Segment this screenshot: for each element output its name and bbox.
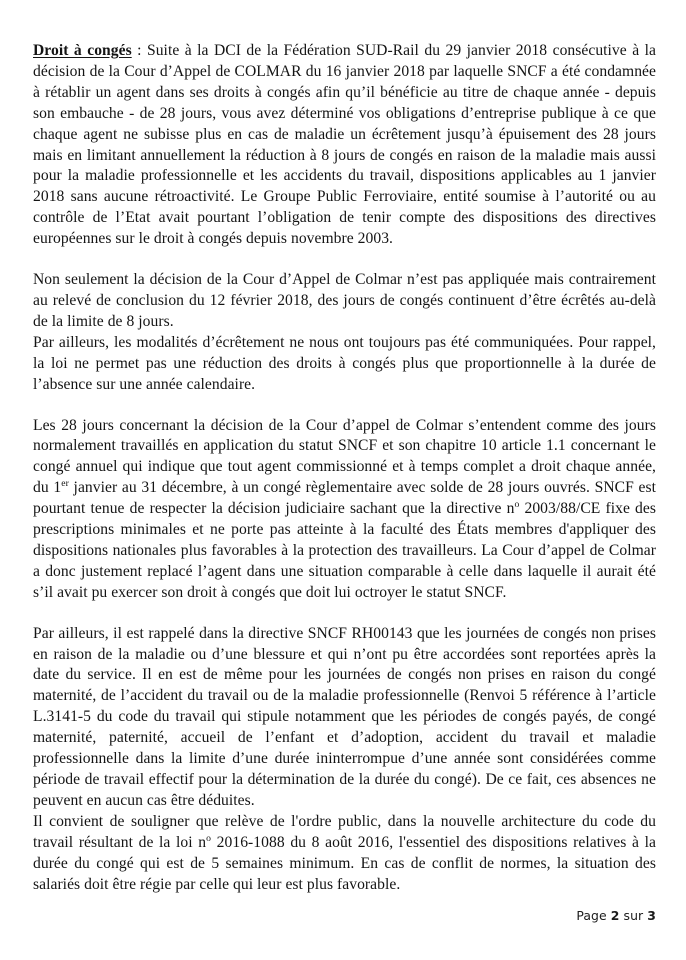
paragraph-droit-a-conges [33,41,656,250]
footer-current-page: 2 [610,908,620,923]
paragraph-text-part-3: 2003/88/CE fixe des prescriptions minimales et ne porte pas atteinte à la faculté des États membres d'appliquer des dispositions nationales plus favorables à la protection des travailleurs. La Cour d’appel de Colmar a donc justement replacé l’agent dans une situation comparable à celle dans laquelle il aurait été s’il avait pu exercer son droit à congés que doit lui octroyer le statut SNCF. [33,500,656,601]
ordinal-suffix-er: er [61,478,69,490]
paragraph-text-part-2: 2016-1088 du 8 août 2016, l'essentiel des dispositions relatives à la durée du congé qui est de 5 semaines minimum. En cas de conflit de normes, la situation des salariés doit être régie par celle qui leur est plus favorable. [33,833,656,893]
paragraph-text: : Suite à la DCI de la Fédération SUD-Rail du 29 janvier 2018 consécutive à la décision de la Cour d’Appel de COLMAR du 16 janvier 2018 par laquelle SNCF a été condamnée à rétablir un agent dans ses droits à congés afin qu’il bénéficie au titre de chaque année - depuis son embauche - de 28 jours, vous avez déterminé vos obligations d’entreprise publique à ce que chaque agent ne subisse plus en cas de maladie un écrêtement jusqu’à épuisement des 28 jours mais en limitant annuellement la réduction à 8 jours de congés en raison de la maladie mais aussi pour la maladie professionnelle et les accidents du travail, dispositions applicables au 1 janvier 2018 sans aucune rétroactivité. Le Groupe Public Ferroviaire, entité soumise à l’autorité ou au contrôle de l’Etat avait pourtant l’obligation de tenir compte des dispositions des directives européennes sur le droit à congés depuis novembre 2003. [33,42,656,248]
paragraph-text-part-1: Les 28 jours concernant la décision de la Cour d’appel de Colmar s’entendent comme des jours normalement travaillés en application du statut SNCF et son chapitre 10 article 1.1 concernant le congé annuel qui indique que tout agent commissionné et à temps complet a droit chaque année, du 1 [33,416,656,497]
footer-total-pages: 3 [647,908,656,923]
document-body [33,41,656,895]
paragraph-text: Par ailleurs, les modalités d’écrêtement ne nous ont toujours pas été communiquées. Pour rappel, la loi ne permet pas une réduction des droits à congés plus que proportionnelle à la durée de l’absence sur une année calendaire. [33,333,656,393]
paragraph-modalites-ecretement [33,333,656,396]
paragraph-text-part-2: janvier au 31 décembre, à un congé règlementaire avec solde de 28 jours ouvrés. SNCF est pourtant tenue de respecter la décision judiciaire sachant que la directive n [33,479,656,518]
paragraph-directive-rh00143 [33,624,656,812]
paragraph-28-jours-statut-sncf [33,416,656,604]
paragraph-text: Par ailleurs, il est rappelé dans la directive SNCF RH00143 que les journées de congés non prises en raison de la maladie ou d’une blessure et qui n’ont pu être accordées sont reportées après la date du service. Il en est de même pour les journées de congés non prises en raison du congé maternité, de l’accident du travail ou de la maladie professionnelle (Renvoi 5 référence à l’article L.3141-5 du code du travail qui stipule notamment que les périodes de congés payés, de congé maternité, paternité, accueil de l’enfant et d’adoption, accident du travail et maladie professionnelle dans la limite d’une durée ininterrompue d’une année sont considérées comme période de travail effectif pour la détermination de la durée du congé). De ce fait, ces absences ne peuvent en aucun cas être déduites. [33,624,656,809]
page-footer [576,908,656,923]
paragraph-decision-non-appliquee [33,270,656,333]
footer-separator-label: sur [619,908,648,923]
paragraph-text: Non seulement la décision de la Cour d’Appel de Colmar n’est pas appliquée mais contrairement au relevé de conclusion du 12 février 2018, des jours de congés continuent d’être écrêtés au-delà de la limite de 8 jours. [33,271,656,330]
paragraph-text-part-1: Il convient de souligner que relève de l'ordre public, dans la nouvelle architecture du code du travail résultant de la loi n [33,812,656,851]
lead-in-heading: Droit à congés [33,42,132,59]
numero-abbreviation-loi: o [206,832,212,844]
paragraph-ordre-public-loi-2016 [33,812,656,896]
footer-prefix-label: Page [576,908,611,923]
numero-abbreviation-directive: o [514,498,520,510]
